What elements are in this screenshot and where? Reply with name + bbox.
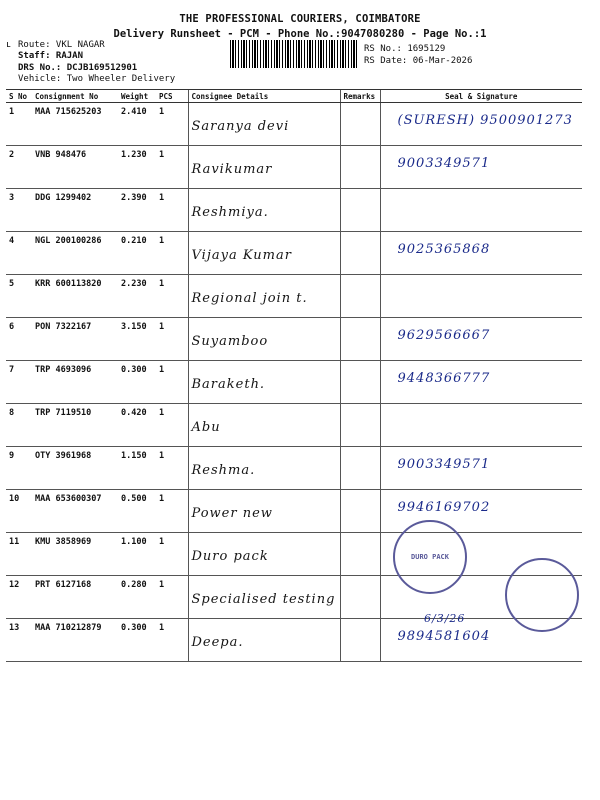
cell-consignee — [188, 619, 340, 662]
cell-consignee — [188, 232, 340, 275]
consignee-handwriting: Abu — [191, 420, 221, 435]
cell-weight: 0.210 — [118, 232, 156, 275]
cell-consignment: VNB 948476 — [32, 146, 118, 189]
signature-phone: 9629566667 — [397, 328, 491, 343]
cell-sno: 2 — [6, 146, 32, 189]
cell-consignee — [188, 275, 340, 318]
cell-remarks — [340, 404, 380, 447]
signature-area — [384, 236, 580, 274]
cell-weight: 0.500 — [118, 490, 156, 533]
cell-signature — [380, 404, 582, 447]
col-consignee: Consignee Details — [188, 90, 340, 103]
signature-area — [384, 408, 580, 446]
cell-consignment: MAA 710212879 — [32, 619, 118, 662]
cell-sno: 10 — [6, 490, 32, 533]
cell-consignee — [188, 447, 340, 490]
cell-weight: 2.410 — [118, 103, 156, 146]
signature-area — [384, 322, 580, 360]
cell-sno: 4 — [6, 232, 32, 275]
duro-pack-stamp-text: DURO PACK — [411, 553, 449, 561]
cell-sno: 7 — [6, 361, 32, 404]
cell-sno: 1 — [6, 103, 32, 146]
table-row — [6, 232, 582, 275]
cell-pcs: 1 — [156, 146, 188, 189]
signature-phone: 9025365868 — [397, 242, 491, 257]
cell-consignee — [188, 189, 340, 232]
staff-label: Staff: RAJAN — [18, 51, 84, 61]
cell-signature — [380, 232, 582, 275]
consignee-handwriting: Ravikumar — [191, 162, 273, 177]
cell-signature — [380, 275, 582, 318]
cell-signature — [380, 447, 582, 490]
cell-sno: 13 — [6, 619, 32, 662]
route-label: Route: VKL NAGAR — [18, 40, 105, 50]
signature-phone: 9448366777 — [397, 371, 491, 386]
cell-sno: 6 — [6, 318, 32, 361]
cell-weight: 2.230 — [118, 275, 156, 318]
table-row — [6, 447, 582, 490]
cell-signature — [380, 318, 582, 361]
col-sno: S No — [6, 90, 32, 103]
cell-pcs: 1 — [156, 619, 188, 662]
cell-consignment: KRR 600113820 — [32, 275, 118, 318]
cell-pcs: 1 — [156, 318, 188, 361]
col-seal: Seal & Signature — [380, 90, 582, 103]
cell-consignee — [188, 533, 340, 576]
rs-number: RS No.: 1695129 — [364, 44, 446, 54]
cell-remarks — [340, 275, 380, 318]
signature-phone: 9003349571 — [397, 156, 491, 171]
cell-weight: 1.230 — [118, 146, 156, 189]
delivery-table — [6, 89, 582, 662]
consignee-handwriting: Regional join t. — [191, 291, 308, 306]
table-row — [6, 189, 582, 232]
cell-weight: 0.280 — [118, 576, 156, 619]
cell-consignment: DDG 1299402 — [32, 189, 118, 232]
table-row — [6, 404, 582, 447]
cell-remarks — [340, 232, 380, 275]
cell-remarks — [340, 576, 380, 619]
table-row — [6, 318, 582, 361]
cell-consignment: TRP 4693096 — [32, 361, 118, 404]
cell-remarks — [340, 103, 380, 146]
signature-phone: 9003349571 — [397, 457, 491, 472]
cell-consignment: TRP 7119510 — [32, 404, 118, 447]
cell-consignee — [188, 490, 340, 533]
cell-consignment: OTY 3961968 — [32, 447, 118, 490]
consignee-handwriting: Saranya devi — [191, 119, 290, 134]
col-remarks: Remarks — [340, 90, 380, 103]
signature-area — [384, 451, 580, 489]
cell-consignee — [188, 146, 340, 189]
runsheet-title: Delivery Runsheet - PCM - Phone No.:9047080280 - Page No.:1 — [113, 28, 487, 40]
signature-area — [384, 365, 580, 403]
consignee-handwriting: Deepa. — [191, 635, 244, 650]
consignee-handwriting: Suyamboo — [191, 334, 269, 349]
corner-mark: ʟ — [6, 40, 12, 50]
cell-pcs: 1 — [156, 103, 188, 146]
table-row — [6, 619, 582, 662]
rs-date: RS Date: 06-Mar-2026 — [364, 56, 473, 66]
cell-remarks — [340, 619, 380, 662]
cell-consignment: PON 7322167 — [32, 318, 118, 361]
cell-consignee — [188, 318, 340, 361]
cell-weight: 1.150 — [118, 447, 156, 490]
sig13-date: 6/3/26 — [424, 612, 466, 625]
signature-phone: 9894581604 — [397, 629, 491, 644]
cell-consignee — [188, 361, 340, 404]
cell-pcs: 1 — [156, 447, 188, 490]
cell-consignment: MAA 715625203 — [32, 103, 118, 146]
signature-area — [384, 279, 580, 317]
cell-consignee — [188, 576, 340, 619]
cell-remarks — [340, 189, 380, 232]
cell-pcs: 1 — [156, 232, 188, 275]
cell-remarks — [340, 146, 380, 189]
cell-remarks — [340, 533, 380, 576]
col-pcs: PCS — [156, 90, 188, 103]
col-weight: Weight — [118, 90, 156, 103]
cell-sno: 9 — [6, 447, 32, 490]
cell-weight: 0.420 — [118, 404, 156, 447]
cell-consignment: KMU 3858969 — [32, 533, 118, 576]
consignee-handwriting: Vijaya Kumar — [191, 248, 292, 263]
cell-remarks — [340, 447, 380, 490]
table-row — [6, 490, 582, 533]
consignee-handwriting: Specialised testing — [191, 592, 336, 607]
barcode — [230, 40, 358, 68]
cell-pcs: 1 — [156, 576, 188, 619]
duro-pack-stamp — [393, 520, 467, 594]
cell-remarks — [340, 318, 380, 361]
consignee-handwriting: Baraketh. — [191, 377, 266, 392]
cell-signature — [380, 146, 582, 189]
cell-signature — [380, 189, 582, 232]
signature-area — [384, 150, 580, 188]
signature-area — [384, 193, 580, 231]
cell-pcs: 1 — [156, 533, 188, 576]
cell-sno: 12 — [6, 576, 32, 619]
cell-consignee — [188, 103, 340, 146]
cell-sno: 3 — [6, 189, 32, 232]
col-consignment: Consignment No — [32, 90, 118, 103]
consignee-handwriting: Reshmiya. — [191, 205, 269, 220]
cell-remarks — [340, 361, 380, 404]
cell-pcs: 1 — [156, 361, 188, 404]
cell-weight: 1.100 — [118, 533, 156, 576]
table-row — [6, 275, 582, 318]
company-seal-stamp — [505, 558, 579, 632]
signature-phone: (SURESH) 9500901273 — [397, 113, 573, 128]
table-row — [6, 576, 582, 619]
signature-area — [384, 107, 580, 145]
table-row — [6, 146, 582, 189]
consignee-handwriting: Power new — [191, 506, 273, 521]
cell-pcs: 1 — [156, 275, 188, 318]
signature-phone: 9946169702 — [397, 500, 491, 515]
table-row — [6, 103, 582, 146]
cell-weight: 0.300 — [118, 361, 156, 404]
consignee-handwriting: Duro pack — [191, 549, 269, 564]
cell-signature — [380, 103, 582, 146]
table-row — [6, 533, 582, 576]
drs-label: DRS No.: DCJB169512901 — [18, 63, 138, 73]
cell-sno: 11 — [6, 533, 32, 576]
cell-consignee — [188, 404, 340, 447]
cell-weight: 0.300 — [118, 619, 156, 662]
cell-sno: 5 — [6, 275, 32, 318]
vehicle-label: Vehicle: Two Wheeler Delivery — [18, 74, 176, 84]
cell-consignment: PRT 6127168 — [32, 576, 118, 619]
cell-pcs: 1 — [156, 189, 188, 232]
cell-weight: 3.150 — [118, 318, 156, 361]
consignee-handwriting: Reshma. — [191, 463, 256, 478]
table-header-row — [6, 90, 582, 103]
cell-signature — [380, 361, 582, 404]
cell-sno: 8 — [6, 404, 32, 447]
cell-weight: 2.390 — [118, 189, 156, 232]
table-row — [6, 361, 582, 404]
cell-pcs: 1 — [156, 490, 188, 533]
cell-remarks — [340, 490, 380, 533]
cell-consignment: MAA 653600307 — [32, 490, 118, 533]
cell-consignment: NGL 200100286 — [32, 232, 118, 275]
company-title: THE PROFESSIONAL COURIERS, COIMBATORE — [179, 13, 421, 25]
cell-pcs: 1 — [156, 404, 188, 447]
